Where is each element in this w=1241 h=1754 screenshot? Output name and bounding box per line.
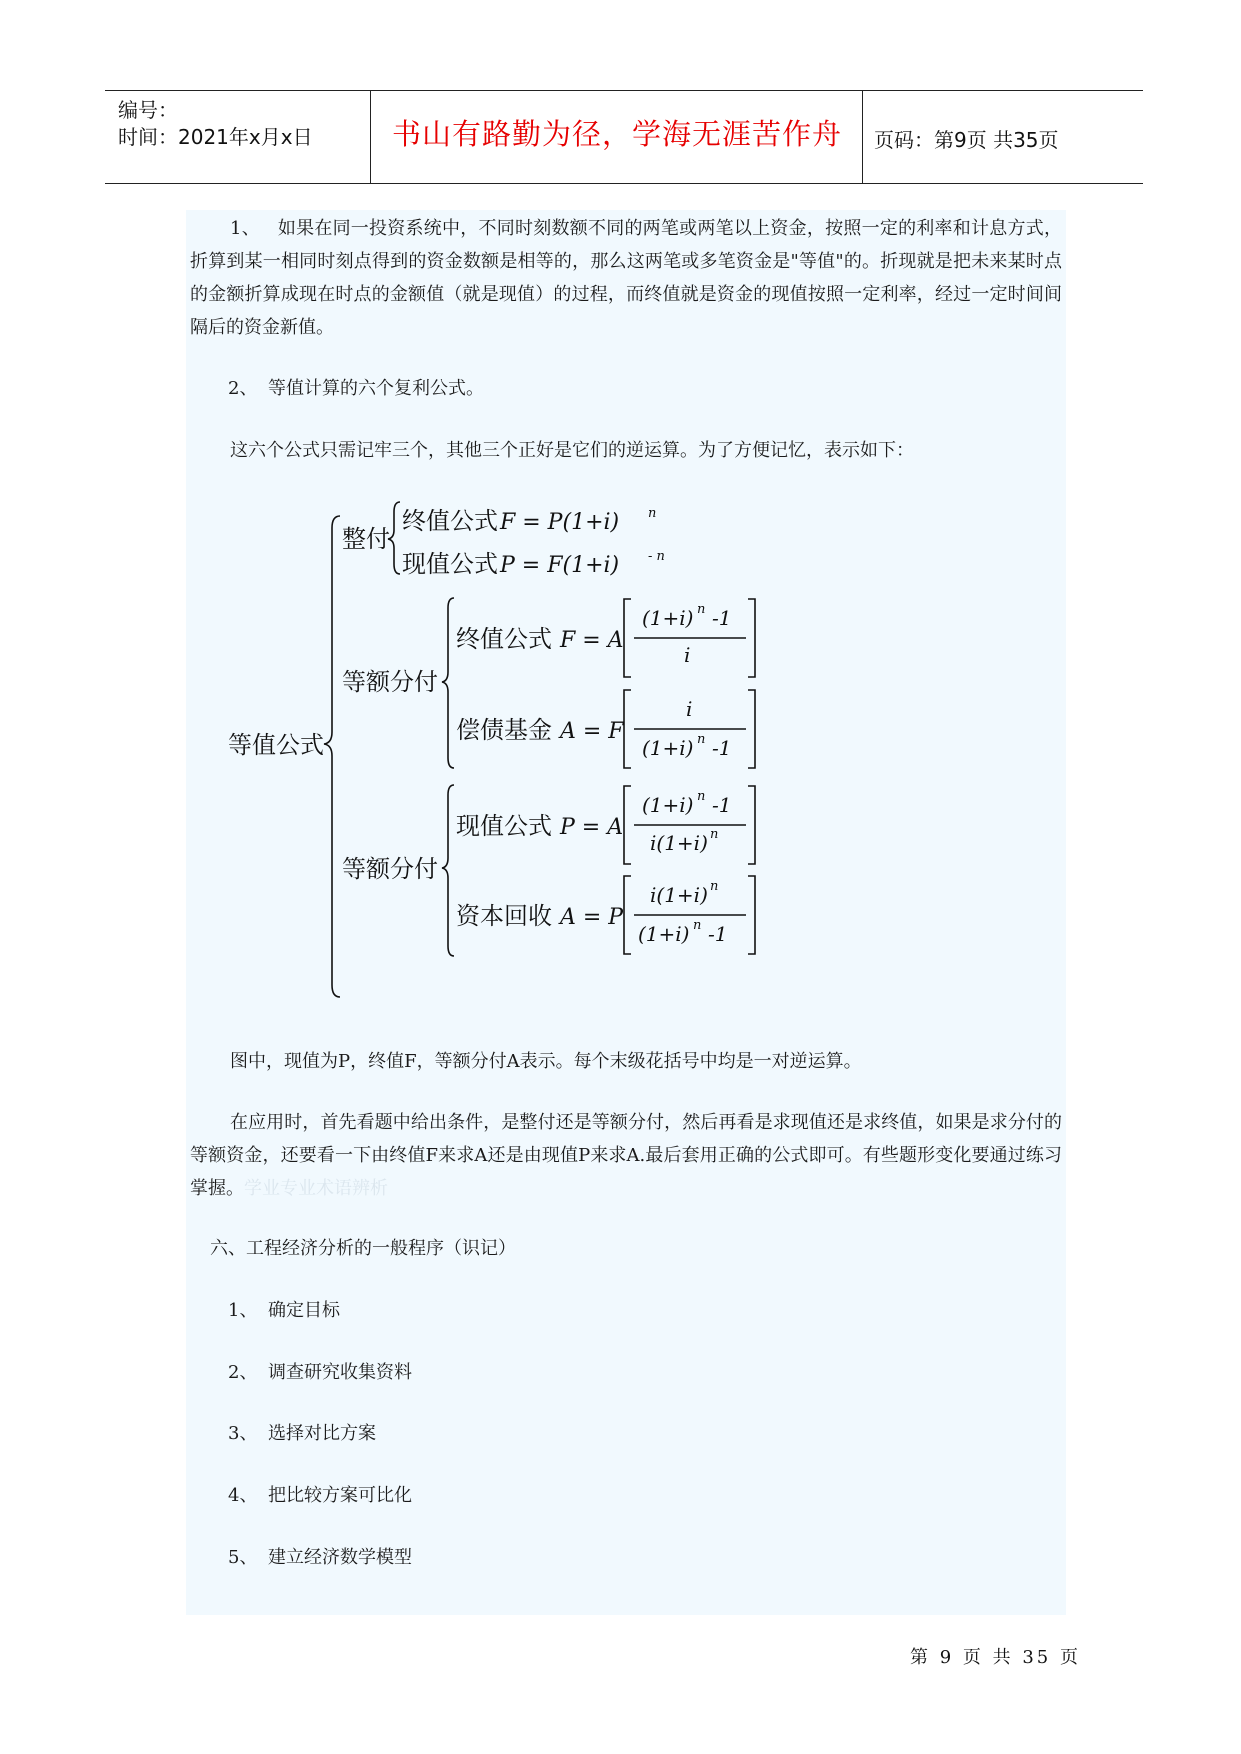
step-text: 确定目标	[268, 1300, 340, 1321]
header-divider-left	[370, 91, 371, 184]
step-number: 2、	[228, 1362, 258, 1383]
step-number: 1、	[228, 1300, 258, 1321]
formula-root-label: 等值公式	[228, 731, 324, 759]
g3-f1-denominator: i(1+i)	[650, 831, 708, 855]
header-bottom-rule	[105, 183, 1143, 184]
group2-label: 等额分付	[342, 668, 438, 696]
step-item	[228, 1356, 412, 1389]
group2-brace	[442, 598, 454, 768]
step-text: 调查研究收集资料	[268, 1362, 412, 1383]
g2-f1-numerator-exponent: n	[697, 602, 706, 617]
step-number: 4、	[228, 1485, 258, 1506]
g2-f2-label: 偿债基金	[456, 716, 552, 744]
g3-f2-lhs: A = P	[560, 905, 624, 930]
header-top-rule	[105, 90, 1143, 91]
g1-f2-expression: P = F(1+i)	[500, 553, 620, 578]
g2-f2-denominator-exponent: n	[697, 732, 706, 747]
g3-f2-bracket-right	[748, 876, 755, 954]
step-text: 建立经济数学模型	[268, 1547, 412, 1568]
g3-f1-numerator-exponent: n	[697, 789, 706, 804]
g2-f2-bracket-left	[624, 690, 631, 768]
paragraph-5-faded-text: 学业专业术语辨析	[244, 1178, 388, 1199]
g2-f2-lhs: A = F	[560, 719, 624, 744]
step-item	[228, 1479, 412, 1512]
g3-f2-numerator: i(1+i)	[650, 883, 708, 907]
equivalence-formula-diagram	[218, 500, 778, 1010]
paragraph-5-text: 在应用时，首先看题中给出条件，是整付还是等额分付，然后再看是求现值还是求终值，如果是求分付的等额资金，还要看一下由终值F来求A还是由现值P来求A.最后套用正确的公式即可。有些题形变化要通过练习掌握。	[190, 1112, 1062, 1199]
paragraph-2-text: 等值计算的六个复利公式。	[268, 378, 484, 399]
g3-f1-bracket-right	[748, 786, 755, 864]
g2-f1-bracket-left	[624, 599, 631, 677]
document-number-label: 编号：	[118, 98, 178, 122]
page-footer: 第 9 页 共 35 页	[910, 1647, 1081, 1668]
g2-f2-denominator: (1+i)	[642, 736, 694, 760]
g1-f1-expression: F = P(1+i)	[500, 510, 620, 535]
step-item	[228, 1541, 412, 1574]
step-number: 5、	[228, 1547, 258, 1568]
document-time-label: 时间：2021年x月x日	[118, 125, 313, 149]
header-motto: 书山有路勤为径，学海无涯苦作舟	[391, 117, 842, 151]
g3-f1-bracket-left	[624, 786, 631, 864]
g3-f2-bracket-left	[624, 876, 631, 954]
paragraph-5	[190, 1106, 1062, 1205]
paragraph-1-number: 1、	[230, 218, 260, 239]
g3-f2-denominator-tail: -1	[708, 922, 728, 946]
g1-f1-label: 终值公式	[402, 507, 498, 535]
g2-f2-denominator-tail: -1	[712, 736, 732, 760]
group1-label: 整付	[342, 525, 390, 553]
paragraph-1-text: 如果在同一投资系统中，不同时刻数额不同的两笔或两笔以上资金，按照一定的利率和计息方式，折算到某一相同时刻点得到的资金数额是相等的，那么这两笔或多笔资金是"等值"的。折现就是把未来某时点的金额折算成现在时点的金额值（就是现值）的过程，而终值就是资金的现值按照一定利率，经过一定时间间隔后的资金新值。	[190, 218, 1063, 338]
g2-f1-numerator: (1+i)	[642, 606, 694, 630]
g1-f1-exponent: n	[648, 506, 657, 521]
step-number: 3、	[228, 1423, 258, 1444]
group3-label: 等额分付	[342, 855, 438, 883]
g3-f1-denominator-exponent: n	[710, 827, 719, 842]
g1-f2-label: 现值公式	[402, 550, 498, 578]
paragraph-1	[190, 212, 1062, 344]
g2-f1-bracket-right	[748, 599, 755, 677]
g3-f1-numerator-tail: -1	[712, 793, 732, 817]
root-brace	[324, 516, 340, 997]
g3-f2-numerator-exponent: n	[710, 879, 719, 894]
step-text: 选择对比方案	[268, 1423, 376, 1444]
step-text: 把比较方案可比化	[268, 1485, 412, 1506]
g2-f1-label: 终值公式	[456, 625, 552, 653]
g2-f1-lhs: F = A	[560, 628, 624, 653]
g3-f1-label: 现值公式	[456, 812, 552, 840]
g2-f2-bracket-right	[748, 690, 755, 768]
paragraph-3: 这六个公式只需记牢三个，其他三个正好是它们的逆运算。为了方便记忆，表示如下：	[230, 440, 914, 461]
group3-brace	[442, 785, 454, 956]
step-item	[228, 1294, 340, 1327]
step-item	[228, 1417, 376, 1450]
section-6-heading: 六、工程经济分析的一般程序（识记）	[210, 1238, 516, 1259]
g3-f2-label: 资本回收	[456, 902, 552, 930]
g2-f1-numerator-tail: -1	[712, 606, 732, 630]
g2-f1-denominator: i	[684, 643, 691, 667]
g3-f1-lhs: P = A	[560, 815, 624, 840]
g1-f2-exponent: - n	[648, 549, 665, 564]
paragraph-2-number: 2、	[228, 378, 258, 399]
g3-f2-denominator-exponent: n	[693, 918, 702, 933]
paragraph-4: 图中，现值为P，终值F，等额分付A表示。每个末级花括号中均是一对逆运算。	[230, 1051, 862, 1072]
paragraph-2	[228, 372, 484, 405]
g3-f1-numerator: (1+i)	[642, 793, 694, 817]
header-page-label: 页码：第9页 共35页	[874, 128, 1059, 152]
g3-f2-denominator: (1+i)	[638, 922, 690, 946]
g2-f2-numerator: i	[686, 697, 693, 721]
header-divider-right	[862, 91, 863, 184]
